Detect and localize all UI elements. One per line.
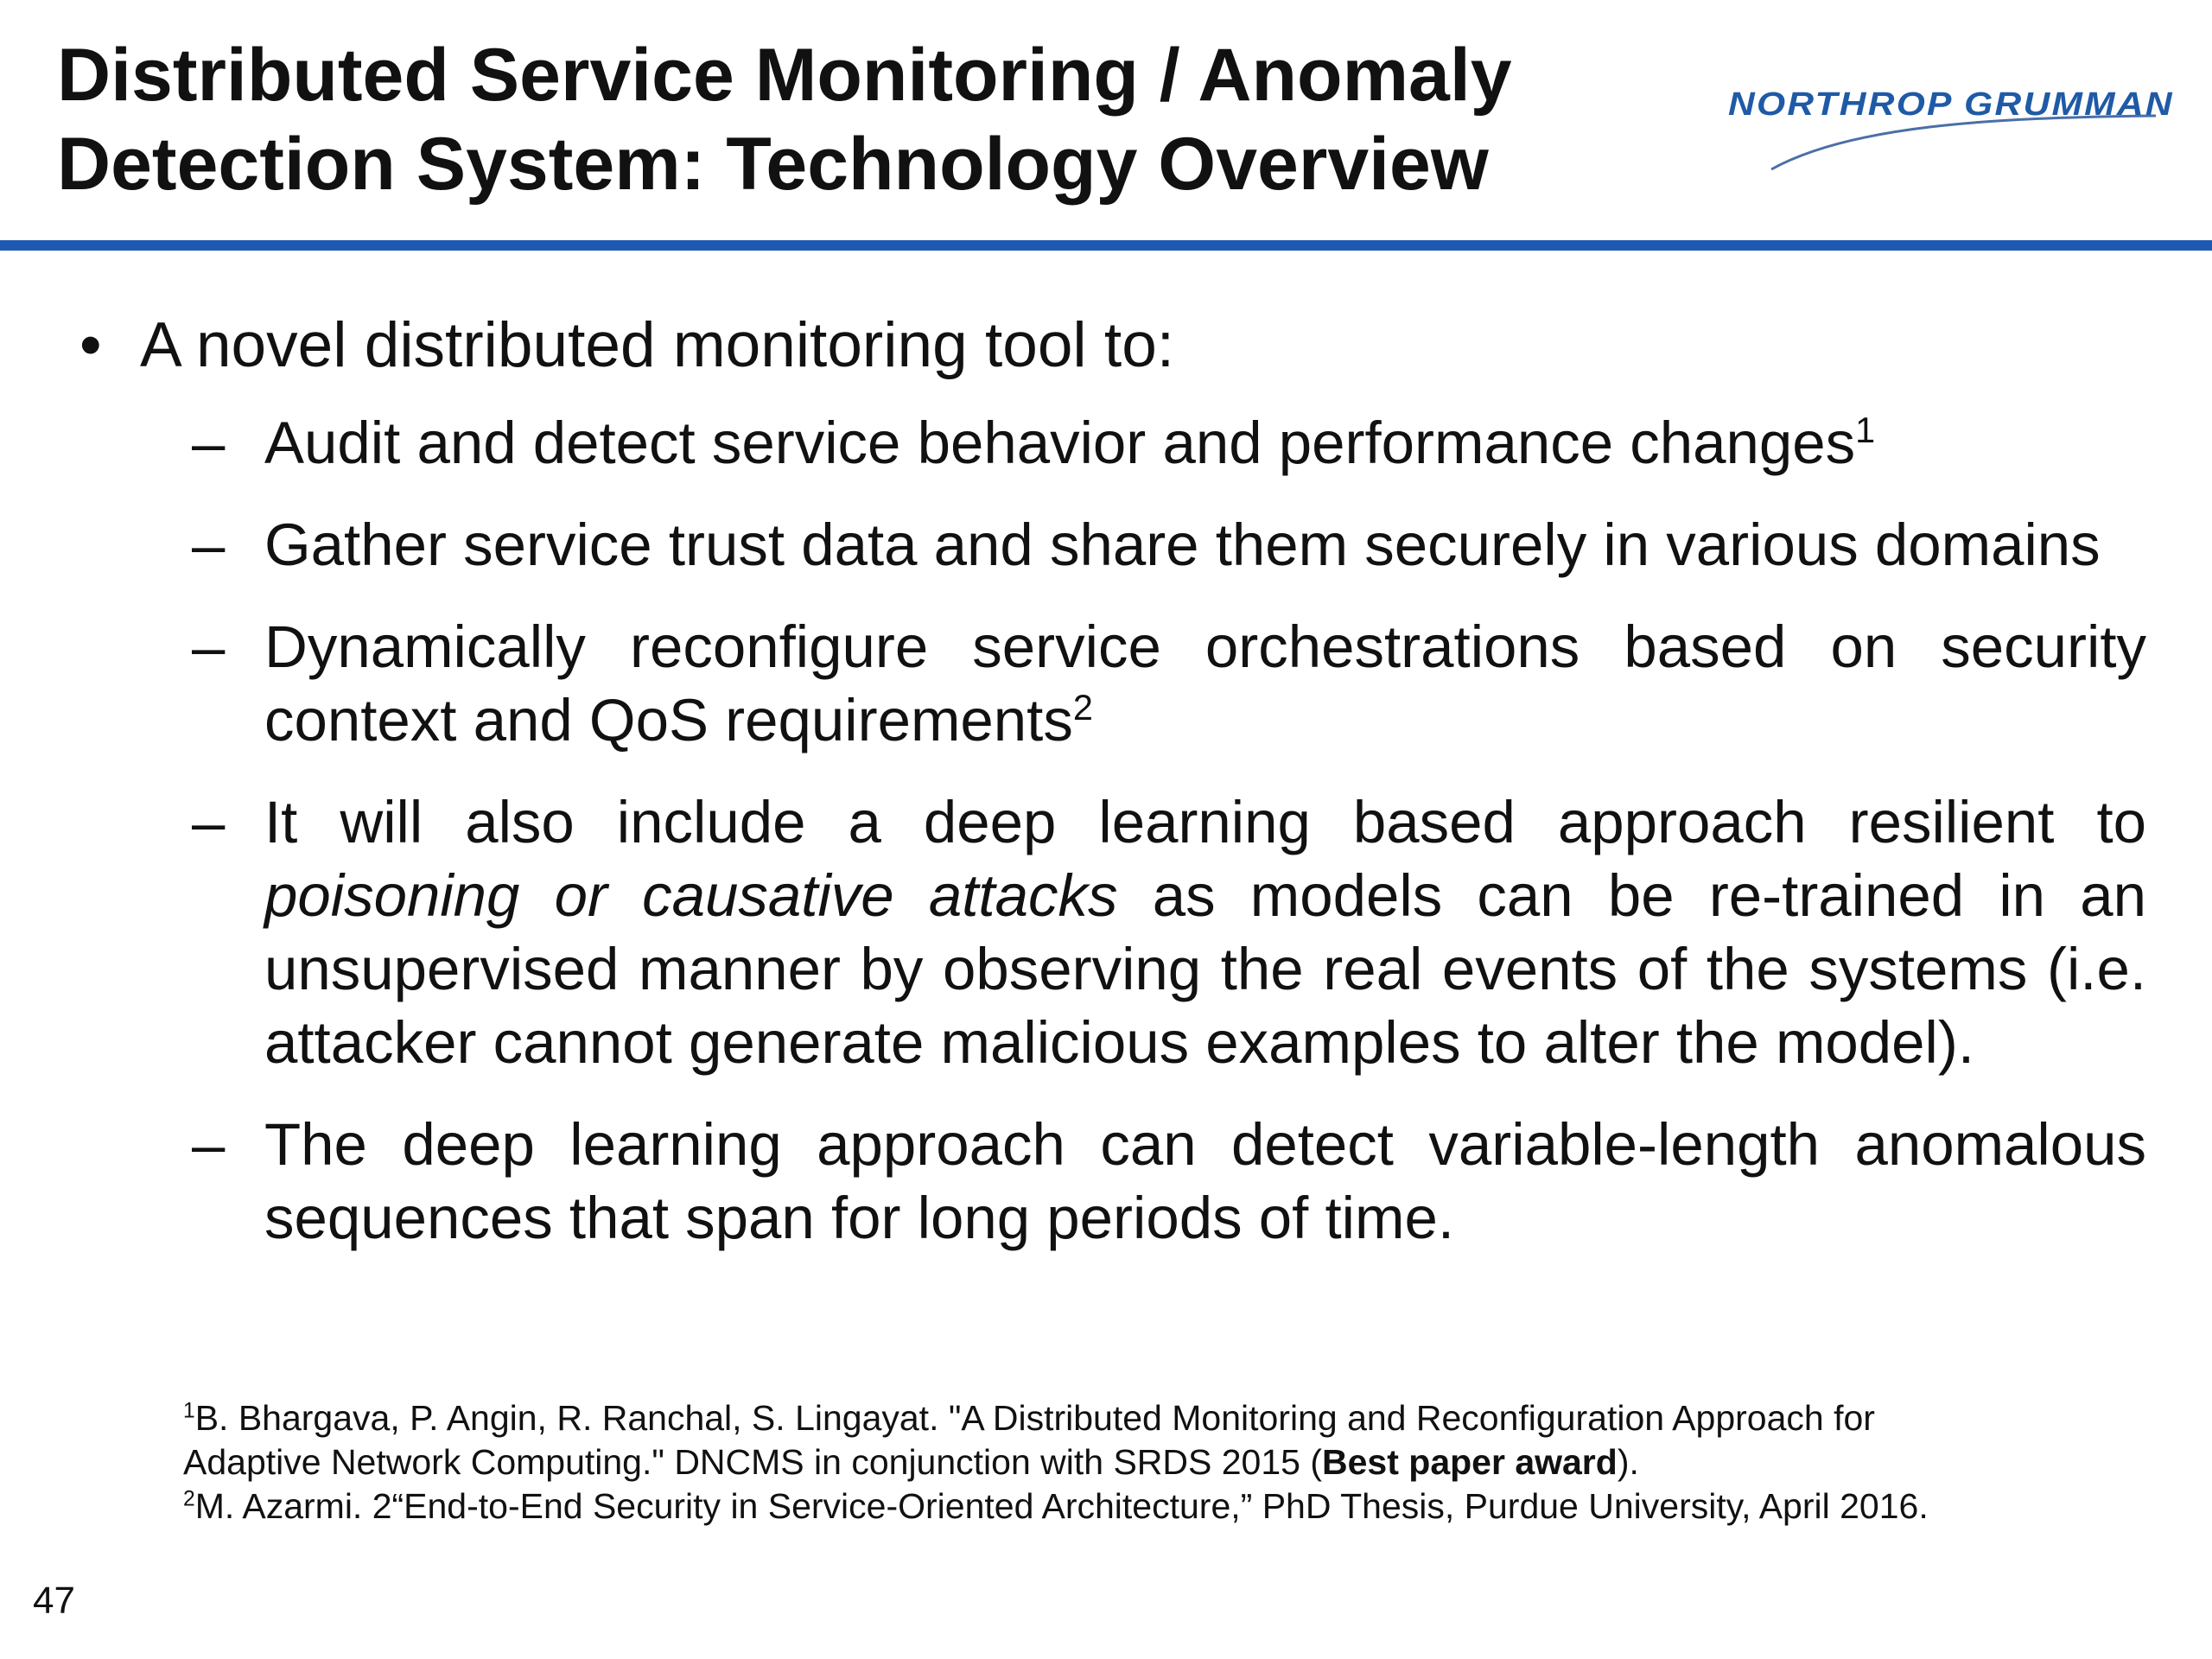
northrop-grumman-logo [1728, 74, 2174, 178]
footnote-number: 1 [183, 1399, 195, 1423]
footnote-number: 2 [183, 1487, 195, 1511]
footnote-text: ). [1617, 1442, 1639, 1482]
sub-bullet-italic-text: poisoning or causative attacks [264, 862, 1118, 929]
dash-marker: – [192, 613, 226, 680]
footnote-ref: 1 [1855, 410, 1876, 450]
footnote-text: M. Azarmi. 2“End-to-End Security in Service-Oriented Architecture,” PhD Thesis, Purdue University, April 2016. [194, 1486, 1929, 1526]
logo-wordmark: NORTHROP GRUMMAN [1728, 86, 2174, 123]
sub-bullet-list [192, 406, 2146, 1283]
sub-bullet-text: Dynamically reconfigure service orchestrations based on security context and QoS requirements [264, 613, 2146, 753]
sub-bullet [192, 406, 2146, 480]
page-number: 47 [33, 1580, 75, 1622]
bullet-marker: • [79, 310, 102, 380]
dash-marker: – [192, 1111, 226, 1178]
sub-bullet [192, 610, 2146, 757]
sub-bullet-text: It will also include a deep learning based approach resilient to [264, 789, 2146, 855]
title-divider [0, 240, 2212, 251]
sub-bullet-text-continued: as models can be re-trained in an unsupervised manner by observing the real events of the systems (i.e. attacker cannot generate malicious examples to alter the model). [264, 862, 2147, 1076]
title-line-2: Detection System: Technology Overview [57, 123, 1489, 206]
dash-marker: – [192, 410, 226, 476]
award-label: Best paper award [1322, 1442, 1618, 1482]
sub-bullet [192, 785, 2146, 1079]
sub-bullet [192, 1108, 2146, 1255]
footnote-1-line-1 [183, 1396, 2084, 1440]
main-bullet-text: A novel distributed monitoring tool to: [140, 310, 1175, 380]
sub-bullet-text: The deep learning approach can detect variable-length anomalous sequences that span for long periods of time. [264, 1111, 2146, 1251]
sub-bullet-text: Audit and detect service behavior and performance changes [264, 410, 1856, 476]
footnote-text: Adaptive Network Computing." DNCMS in conjunction with SRDS 2015 ( [183, 1442, 1323, 1482]
sub-bullet-text: Gather service trust data and share them securely in various domains [264, 512, 2101, 578]
slide-title [57, 31, 1578, 209]
dash-marker: – [192, 789, 226, 855]
sub-bullet [192, 508, 2146, 582]
title-line-1: Distributed Service Monitoring / Anomaly [57, 34, 1512, 117]
dash-marker: – [192, 512, 226, 578]
footnote-text: B. Bhargava, P. Angin, R. Ranchal, S. Lingayat. "A Distributed Monitoring and Reconfiguration Approach for [194, 1398, 1875, 1438]
footnote-ref: 2 [1072, 688, 1093, 728]
footnotes [183, 1396, 2084, 1529]
main-bullet [79, 302, 1174, 389]
footnote-2 [183, 1484, 2084, 1529]
footnote-1-line-2 [183, 1440, 2084, 1484]
